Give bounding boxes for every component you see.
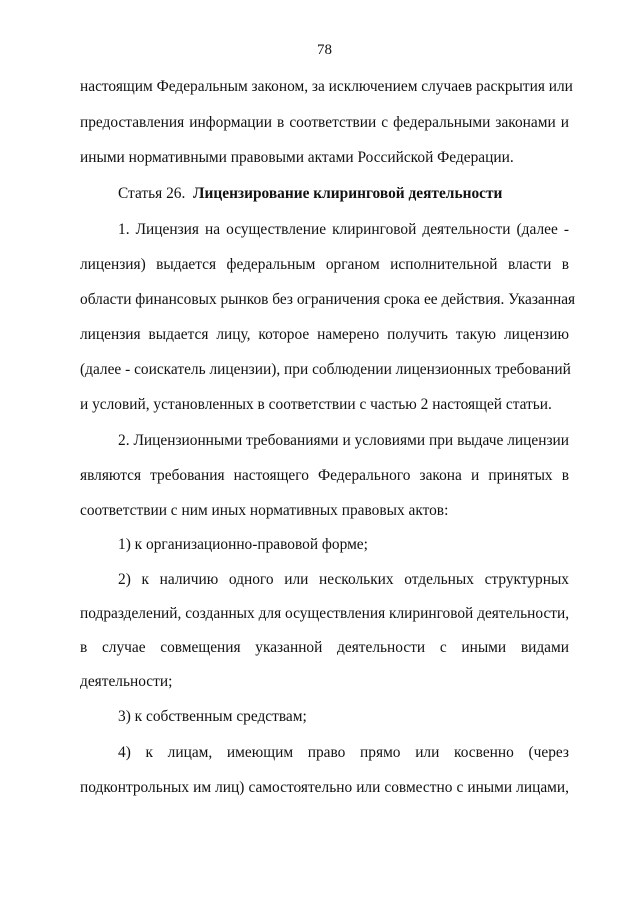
paragraph-2-line: 2. Лицензионными требованиями и условиями при выдаче лицензии bbox=[118, 432, 569, 449]
list-item-1: 1) к организационно-правовой форме; bbox=[118, 536, 368, 553]
list-item-2-line: подразделений, созданных для осуществления клиринговой деятельности, bbox=[80, 605, 570, 622]
paragraph-1-line: и условий, установленных в соответствии с частью 2 настоящей статьи. bbox=[80, 396, 552, 413]
article-title: Лицензирование клиринговой деятельности bbox=[193, 185, 503, 202]
article-label: Статья 26. bbox=[118, 185, 186, 202]
list-item-4-line: 4) к лицам, имеющим право прямо или косвенно (через bbox=[118, 744, 569, 761]
document-page bbox=[80, 0, 576, 905]
paragraph-1-line: лицензия выдается лицу, которое намерено получить такую лицензию bbox=[80, 326, 569, 343]
paragraph-1-line: 1. Лицензия на осуществление клиринговой деятельности (далее - bbox=[118, 221, 569, 238]
list-item-3: 3) к собственным средствам; bbox=[118, 708, 307, 725]
intro-line: иными нормативными правовыми актами Российской Федерации. bbox=[80, 149, 514, 166]
paragraph-2-line: соответствии с ним иных нормативных правовых актов: bbox=[80, 502, 449, 519]
page-number: 78 bbox=[317, 42, 332, 58]
paragraph-1-line: (далее - соискатель лицензии), при соблюдении лицензионных требований bbox=[80, 361, 571, 378]
article-heading bbox=[118, 184, 569, 204]
intro-line: настоящим Федеральным законом, за исключением случаев раскрытия или bbox=[80, 78, 573, 95]
list-item-2-line: в случае совмещения указанной деятельности с иными видами bbox=[80, 639, 569, 656]
list-item-4-line: подконтрольных им лиц) самостоятельно или совместно с иными лицами, bbox=[80, 779, 569, 796]
paragraph-1-line: лицензия) выдается федеральным органом исполнительной власти в bbox=[80, 256, 569, 273]
intro-line: предоставления информации в соответствии с федеральными законами и bbox=[80, 114, 569, 131]
list-item-2-line: 2) к наличию одного или нескольких отдельных структурных bbox=[118, 571, 569, 588]
list-item-2-line: деятельности; bbox=[80, 673, 173, 690]
paragraph-2-line: являются требования настоящего Федерального закона и принятых в bbox=[80, 467, 569, 484]
paragraph-1-line: области финансовых рынков без ограничения срока ее действия. Указанная bbox=[80, 291, 576, 308]
